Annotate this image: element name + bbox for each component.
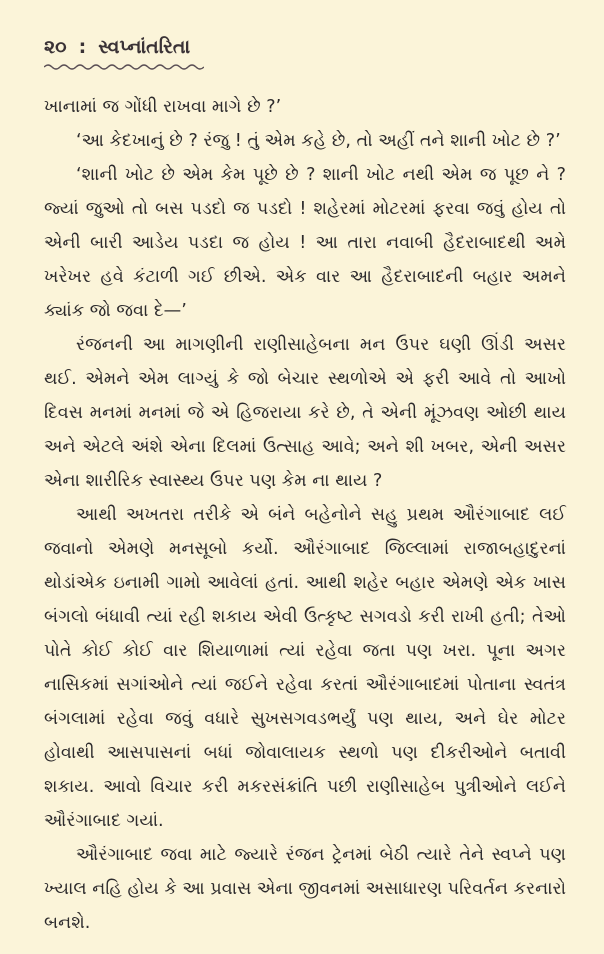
paragraph: ‘આ કેદખાનું છે ? રંજુ ! તું એમ કહે છે, તો અહીં તને શાની ખોટ છે ?’ <box>76 131 561 151</box>
paragraph: આથી અખતરા તરીકે એ બંને બહેનોને સહુ પ્રથમ ઔરંગાબાદ લઈ જવાનો એમણે મનસૂબો કર્યો. ઔરંગાબાદ જિલ્લામાં રાજાબહાદુરનાં થોડાંએક ઇનામી ગામો આવેલાં હતાં. આથી શહેર બહાર એમણે એક ખાસ બંગલો બંધાવી ત્યાં રહી શકાય એવી ઉત્કૃષ્ટ સગવડો કરી રાખી હતી; તેઓ પોતે કોઈ કોઈ વાર શિયાળામાં ત્યાં રહેવા જતા પણ ખરા. પૂના અગર નાસિકમાં સગાંઓને ત્યાં જઈને રહેવા કરતાં ઔરંગાબાદમાં પોતાના સ્વતંત્ર બંગલામાં રહેવા જવું વધારે સુખસગવડભર્યું પણ થાય, અને ઘેર મોટર હોવાથી આસપાસનાં બધાં જોવાલાયક સ્થળો પણ દીકરીઓને બતાવી શકાય. આવો વિચાર કરી મકરસંક્રાંતિ પછી રાણીસાહેબ પુત્રીઓને લઈને ઔરંગાબાદ ગયાં. <box>44 505 566 831</box>
running-head <box>44 36 566 58</box>
paragraph-continued: ખાનામાં જ ગોંધી રાખવા માગે છે ?’ <box>44 97 282 117</box>
page-number: ૨૦ <box>44 36 67 58</box>
paragraph: ઔરંગાબાદ જવા માટે જ્યારે રંજન ટ્રેનમાં બેઠી ત્યારે તેને સ્વપ્ને પણ ખ્યાલ નહિ હોય કે આ પ્રવાસ એના જીવનમાં અસાધારણ પરિવર્તન કરનારો બનશે. <box>44 845 567 933</box>
wavy-rule-ornament <box>44 62 204 72</box>
paragraph: રંજનની આ માગણીની રાણીસાહેબના મન ઉપર ઘણી ઊંડી અસર થઈ. એમને એમ લાગ્યું કે જો બેચાર સ્થળોએ એ ફરી આવે તો આખો દિવસ મનમાં મનમાં જે એ હિજરાયા કરે છે, તે એની મૂંઝવણ ઓછી થાય અને એટલે અંશે એના દિલમાં ઉત્સાહ આવે; અને શી ખબર, એની અસર એના શારીરિક સ્વાસ્થ્ય ઉપર પણ કેમ ના થાય ? <box>44 335 566 491</box>
body-text <box>44 90 566 940</box>
chapter-title: સ્વપ્નાંતરિતા <box>98 36 191 58</box>
header-separator: : <box>78 36 87 58</box>
paragraph: ‘શાની ખોટ છે એમ કેમ પૂછે છે ? શાની ખોટ નથી એમ જ પૂછ ને ? જ્યાં જુઓ તો બસ પડદો જ પડદો ! શહેરમાં મોટરમાં ફરવા જવું હોય તો એની બારી આડેય પડદા જ હોય ! આ તારા નવાબી હૈદરાબાદથી અમે ખરેખર હવે કંટાળી ગઈ છીએ. એક વાર આ હૈદરાબાદની બહાર અમને ક્યાંક જો જવા દે—’ <box>44 165 566 321</box>
